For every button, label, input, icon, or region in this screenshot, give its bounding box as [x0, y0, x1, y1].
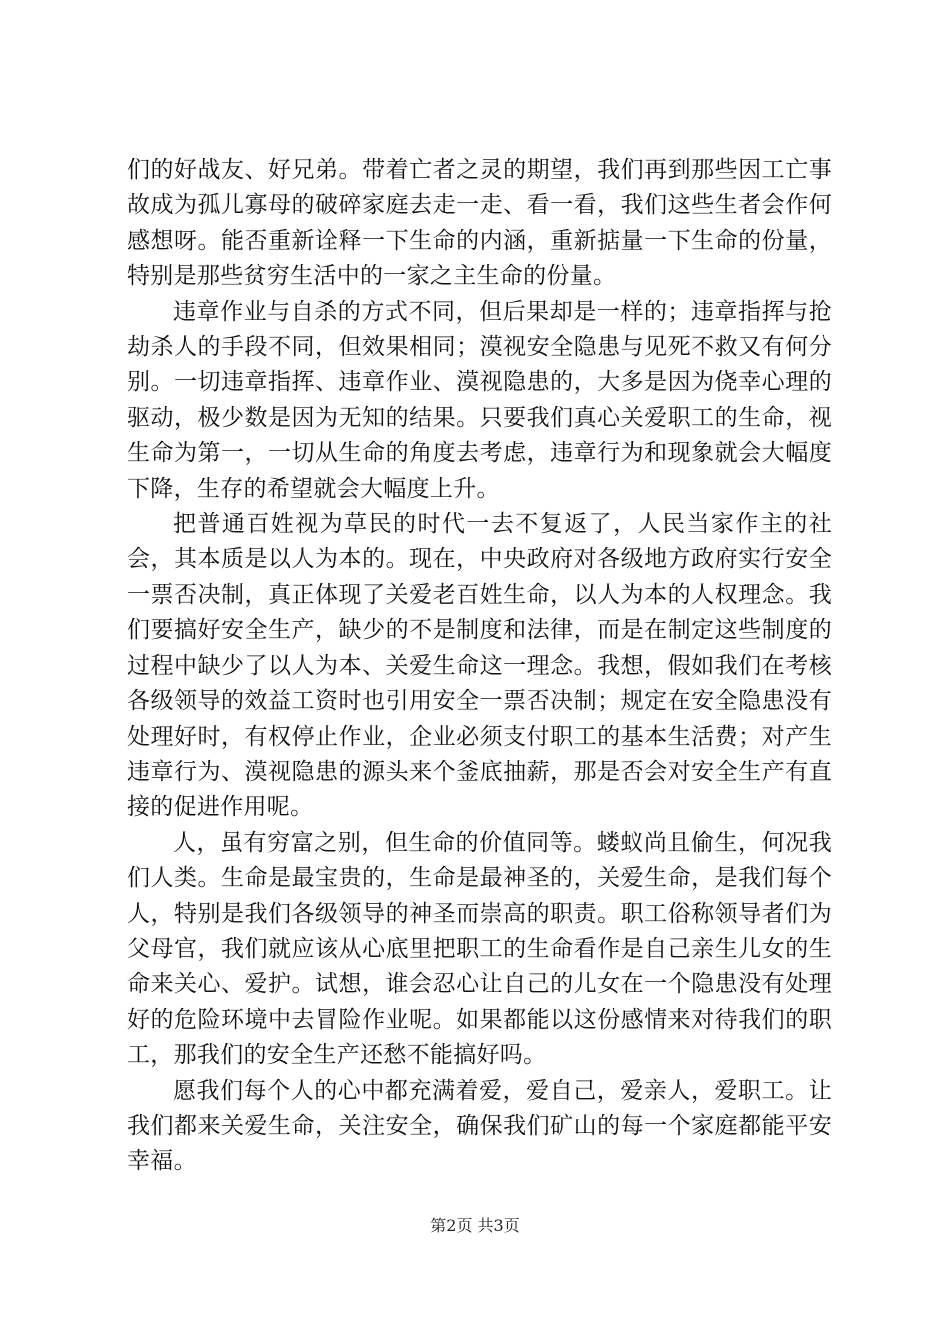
paragraph-2: 违章作业与自杀的方式不同，但后果却是一样的；违章指挥与抢劫杀人的手段不同，但效果相同；漠视安全隐患与见死不救又有何分别。一切违章指挥、违章作业、漠视隐患的，大多是因为侥幸心理的驱动，极少数是因为无知的结果。只要我们真心关爱职工的生命，视生命为第一，一切从生命的角度去考虑，违章行为和现象就会大幅度下降，生存的希望就会大幅度上升。 — [127, 298, 832, 502]
document-body — [127, 153, 832, 1180]
paragraph-5: 愿我们每个人的心中都充满着爱，爱自己，爱亲人，爱职工。让我们都来关爱生命，关注安全，确保我们矿山的每一个家庭都能平安幸福。 — [127, 1077, 832, 1175]
paragraph-3: 把普通百姓视为草民的时代一去不复返了，人民当家作主的社会，其本质是以人为本的。现在，中央政府对各级地方政府实行安全一票否决制，真正体现了关爱老百姓生命，以人为本的人权理念。我们要搞好安全生产，缺少的不是制度和法律，而是在制定这些制度的过程中缺少了以人为本、关爱生命这一理念。我想，假如我们在考核各级领导的效益工资时也引用安全一票否决制；规定在安全隐患没有处理好时，有权停止作业，企业必须支付职工的基本生活费；对产生违章行为、漠视隐患的源头来个釜底抽薪，那是否会对安全生产有直接的促进作用呢。 — [127, 511, 832, 821]
paragraph-1: 们的好战友、好兄弟。带着亡者之灵的期望，我们再到那些因工亡事故成为孤儿寡母的破碎家庭去走一走、看一看，我们这些生者会作何感想呀。能否重新诠释一下生命的内涵，重新掂量一下生命的份量，特别是那些贫穷生活中的一家之主生命的份量。 — [127, 157, 832, 290]
paragraph-4: 人，虽有穷富之别，但生命的价值同等。蝼蚁尚且偷生，何况我们人类。生命是最宝贵的，生命是最神圣的，关爱生命，是我们每个人，特别是我们各级领导的神圣而崇高的职责。职工俗称领导者们为父母官，我们就应该从心底里把职工的生命看作是自己亲生儿女的生命来关心、爱护。试想，谁会忍心让自己的儿女在一个隐患没有处理好的危险环境中去冒险作业呢。如果都能以这份感情来对待我们的职工，那我们的安全生产还愁不能搞好吗。 — [127, 829, 832, 1069]
page-number-footer: 第2页 共3页 — [430, 1216, 520, 1235]
